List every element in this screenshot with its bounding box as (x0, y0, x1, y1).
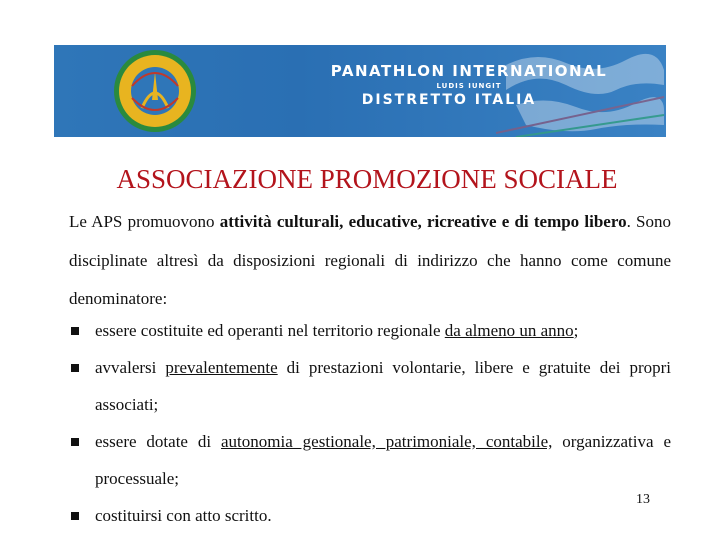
page-number: 13 (636, 492, 650, 507)
list-item-underlined: autonomia gestionale, patrimoniale, contabile, (221, 432, 553, 451)
list-item (69, 497, 671, 534)
banner-text (284, 62, 654, 108)
list-item (69, 312, 671, 349)
list-item-text-end: ; (573, 321, 579, 340)
intro-text-1: Le APS promuovono (69, 212, 220, 231)
bullet-square-icon (71, 512, 79, 520)
list-item-text: costituirsi con atto scritto. (95, 506, 272, 525)
list-item-text: essere costituite ed operanti nel territorio regionale (95, 321, 445, 340)
list-item-text-end: di prestazioni volontarie, libere e gratuite dei propri associati; (95, 358, 671, 414)
header-banner (54, 45, 666, 137)
list-item-underlined: prevalentemente (165, 358, 278, 377)
list-item-text: avvalersi (95, 358, 166, 377)
list-item (69, 349, 671, 423)
intro-bold-text: attività culturali, educative, ricreative e di tempo libero (219, 212, 627, 231)
banner-line-1: PANATHLON INTERNATIONAL (330, 62, 608, 80)
bullet-square-icon (71, 438, 79, 446)
banner-line-2: LUDIS IUNGIT (436, 82, 502, 90)
bullet-square-icon (71, 327, 79, 335)
banner-line-3: DISTRETTO ITALIA (361, 92, 537, 108)
intro-text-2: . Sono disciplinate altresì da disposizioni regionali di indirizzo che hanno come comune denominatore: (69, 212, 671, 308)
list-item-underlined: da almeno un anno (444, 321, 574, 340)
list-item-text-end: organizzativa e processuale; (95, 432, 671, 488)
bullet-square-icon (71, 364, 79, 372)
requirements-list (69, 312, 671, 534)
list-item (69, 423, 671, 497)
list-item-text: essere dotate di (95, 432, 222, 451)
intro-paragraph (69, 203, 671, 319)
slide-title: ASSOCIAZIONE PROMOZIONE SOCIALE (116, 164, 618, 194)
panathlon-logo (112, 48, 198, 134)
